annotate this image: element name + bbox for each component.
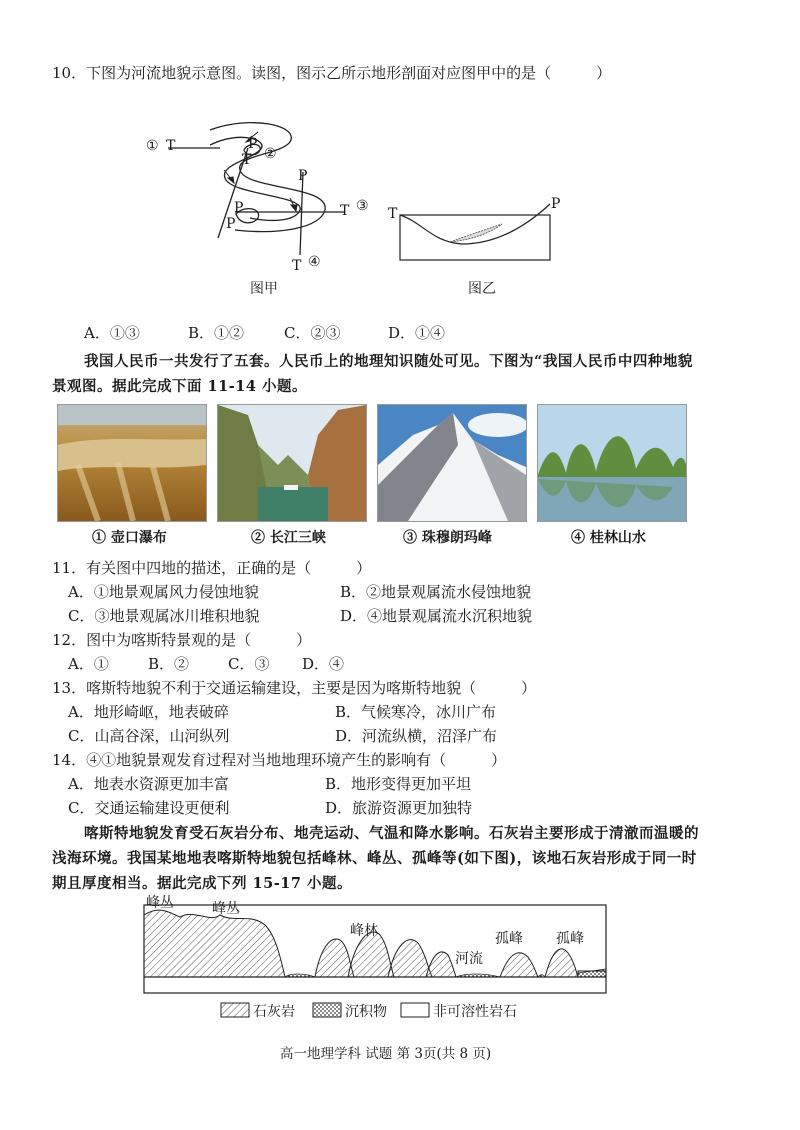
label-yi-t: T xyxy=(388,206,398,222)
label-3: ③ xyxy=(356,198,369,214)
photo-guilin xyxy=(537,404,687,522)
q11-option-c: C．③地景观属冰川堆积地貌 xyxy=(68,607,260,625)
figure-yi-cross-section xyxy=(392,200,560,265)
label-gufeng-2: 孤峰 xyxy=(556,931,584,947)
q13-option-b: B．气候寒冷，冰川广布 xyxy=(335,703,497,721)
photo-everest xyxy=(377,404,527,522)
label-p3: P xyxy=(234,200,244,216)
caption-jia: 图甲 xyxy=(250,281,278,297)
label-t4: T xyxy=(292,258,302,274)
legend-limestone-swatch xyxy=(220,1002,250,1018)
q11-stem: 11．有关图中四地的描述，正确的是（ ） xyxy=(52,559,372,577)
label-4: ④ xyxy=(308,254,321,270)
q12-option-d: D．④ xyxy=(302,655,345,673)
q14-option-d: D．旅游资源更加独特 xyxy=(325,799,473,817)
q11-option-b: B．②地景观属流水侵蚀地貌 xyxy=(340,583,532,601)
page-footer: 高一地理学科 试题 第 3页(共 8 页) xyxy=(280,1046,492,1062)
intro1-line1: 我国人民币一共发行了五套。人民币上的地理知识随处可见。下图为“我国人民币中四种地貌 xyxy=(84,353,693,370)
label-fengcong-1: 峰丛 xyxy=(146,895,174,911)
q11-option-d: D．④地景观属流水沉积地貌 xyxy=(340,607,533,625)
intro1-line2: 景观图。据此完成下面 11-14 小题。 xyxy=(52,378,307,395)
q12-option-c: C．③ xyxy=(228,655,270,673)
label-p4: P xyxy=(226,216,236,232)
label-fenglin: 峰林 xyxy=(350,923,378,939)
karst-profile-diagram xyxy=(140,895,610,995)
photo-caption-4: ④ 桂林山水 xyxy=(571,530,646,546)
label-p1: P xyxy=(248,136,258,152)
caption-yi: 图乙 xyxy=(468,281,496,297)
q13-option-d: D．河流纵横，沼泽广布 xyxy=(335,727,498,745)
label-t3: T xyxy=(340,203,350,219)
q10-option-b: B．①② xyxy=(188,324,245,342)
q13-stem: 13．喀斯特地貌不利于交通运输建设，主要是因为喀斯特地貌（ ） xyxy=(52,679,537,697)
label-yi-p: P xyxy=(551,196,561,212)
label-2: ② xyxy=(264,146,277,162)
q12-option-a: A．① xyxy=(68,655,109,673)
legend-sediment-swatch xyxy=(312,1002,342,1018)
legend-limestone-label: 石灰岩 xyxy=(253,1004,295,1020)
q13-option-c: C．山高谷深，山河纵列 xyxy=(68,727,230,745)
intro2-line1: 喀斯特地貌发育受石灰岩分布、地壳运动、气温和降水影响。石灰岩主要形成于清澈而温暖的 xyxy=(84,825,699,842)
photo-caption-2: ② 长江三峡 xyxy=(251,530,326,546)
intro2-line3: 期且厚度相当。据此完成下列 15-17 小题。 xyxy=(52,875,352,892)
q10-option-d: D．①④ xyxy=(388,324,446,342)
photo-three-gorges xyxy=(217,404,367,522)
q14-option-c: C．交通运输建设更便利 xyxy=(68,799,230,817)
intro2-line2: 浅海环境。我国某地地表喀斯特地貌包括峰林、峰丛、孤峰等(如下图)，该地石灰岩形成于同一时 xyxy=(52,850,697,867)
photo-caption-1: ① 壶口瀑布 xyxy=(92,530,167,546)
q12-option-b: B．② xyxy=(148,655,190,673)
q14-stem: 14．④①地貌景观发育过程对当地地理环境产生的影响有（ ） xyxy=(52,751,507,769)
q11-option-a: A．①地景观属风力侵蚀地貌 xyxy=(68,583,259,601)
legend-sediment-label: 沉积物 xyxy=(345,1004,387,1020)
photo-caption-3: ③ 珠穆朗玛峰 xyxy=(403,530,492,546)
legend-insoluble-swatch xyxy=(400,1002,430,1018)
photo-hukou-waterfall xyxy=(57,404,207,522)
label-t2: T xyxy=(242,152,252,168)
label-gufeng-1: 孤峰 xyxy=(495,931,523,947)
legend-insoluble-label: 非可溶性岩石 xyxy=(433,1004,517,1020)
q14-option-b: B．地形变得更加平坦 xyxy=(325,775,472,793)
q10-option-c: C．②③ xyxy=(284,324,341,342)
q10-stem: 10．下图为河流地貌示意图。读图，图示乙所示地形剖面对应图甲中的是（ ） xyxy=(52,64,612,82)
label-fengcong-2: 峰丛 xyxy=(212,901,240,917)
label-t1: T xyxy=(166,138,176,154)
q10-option-a: A．①③ xyxy=(84,324,140,342)
label-heliu: 河流 xyxy=(455,951,483,967)
q14-option-a: A．地表水资源更加丰富 xyxy=(68,775,229,793)
label-1: ① xyxy=(146,138,159,154)
figure-jia-river-meander xyxy=(140,110,380,275)
q13-option-a: A．地形崎岖，地表破碎 xyxy=(68,703,229,721)
label-p2: P xyxy=(298,168,308,184)
q12-stem: 12．图中为喀斯特景观的是（ ） xyxy=(52,631,312,649)
